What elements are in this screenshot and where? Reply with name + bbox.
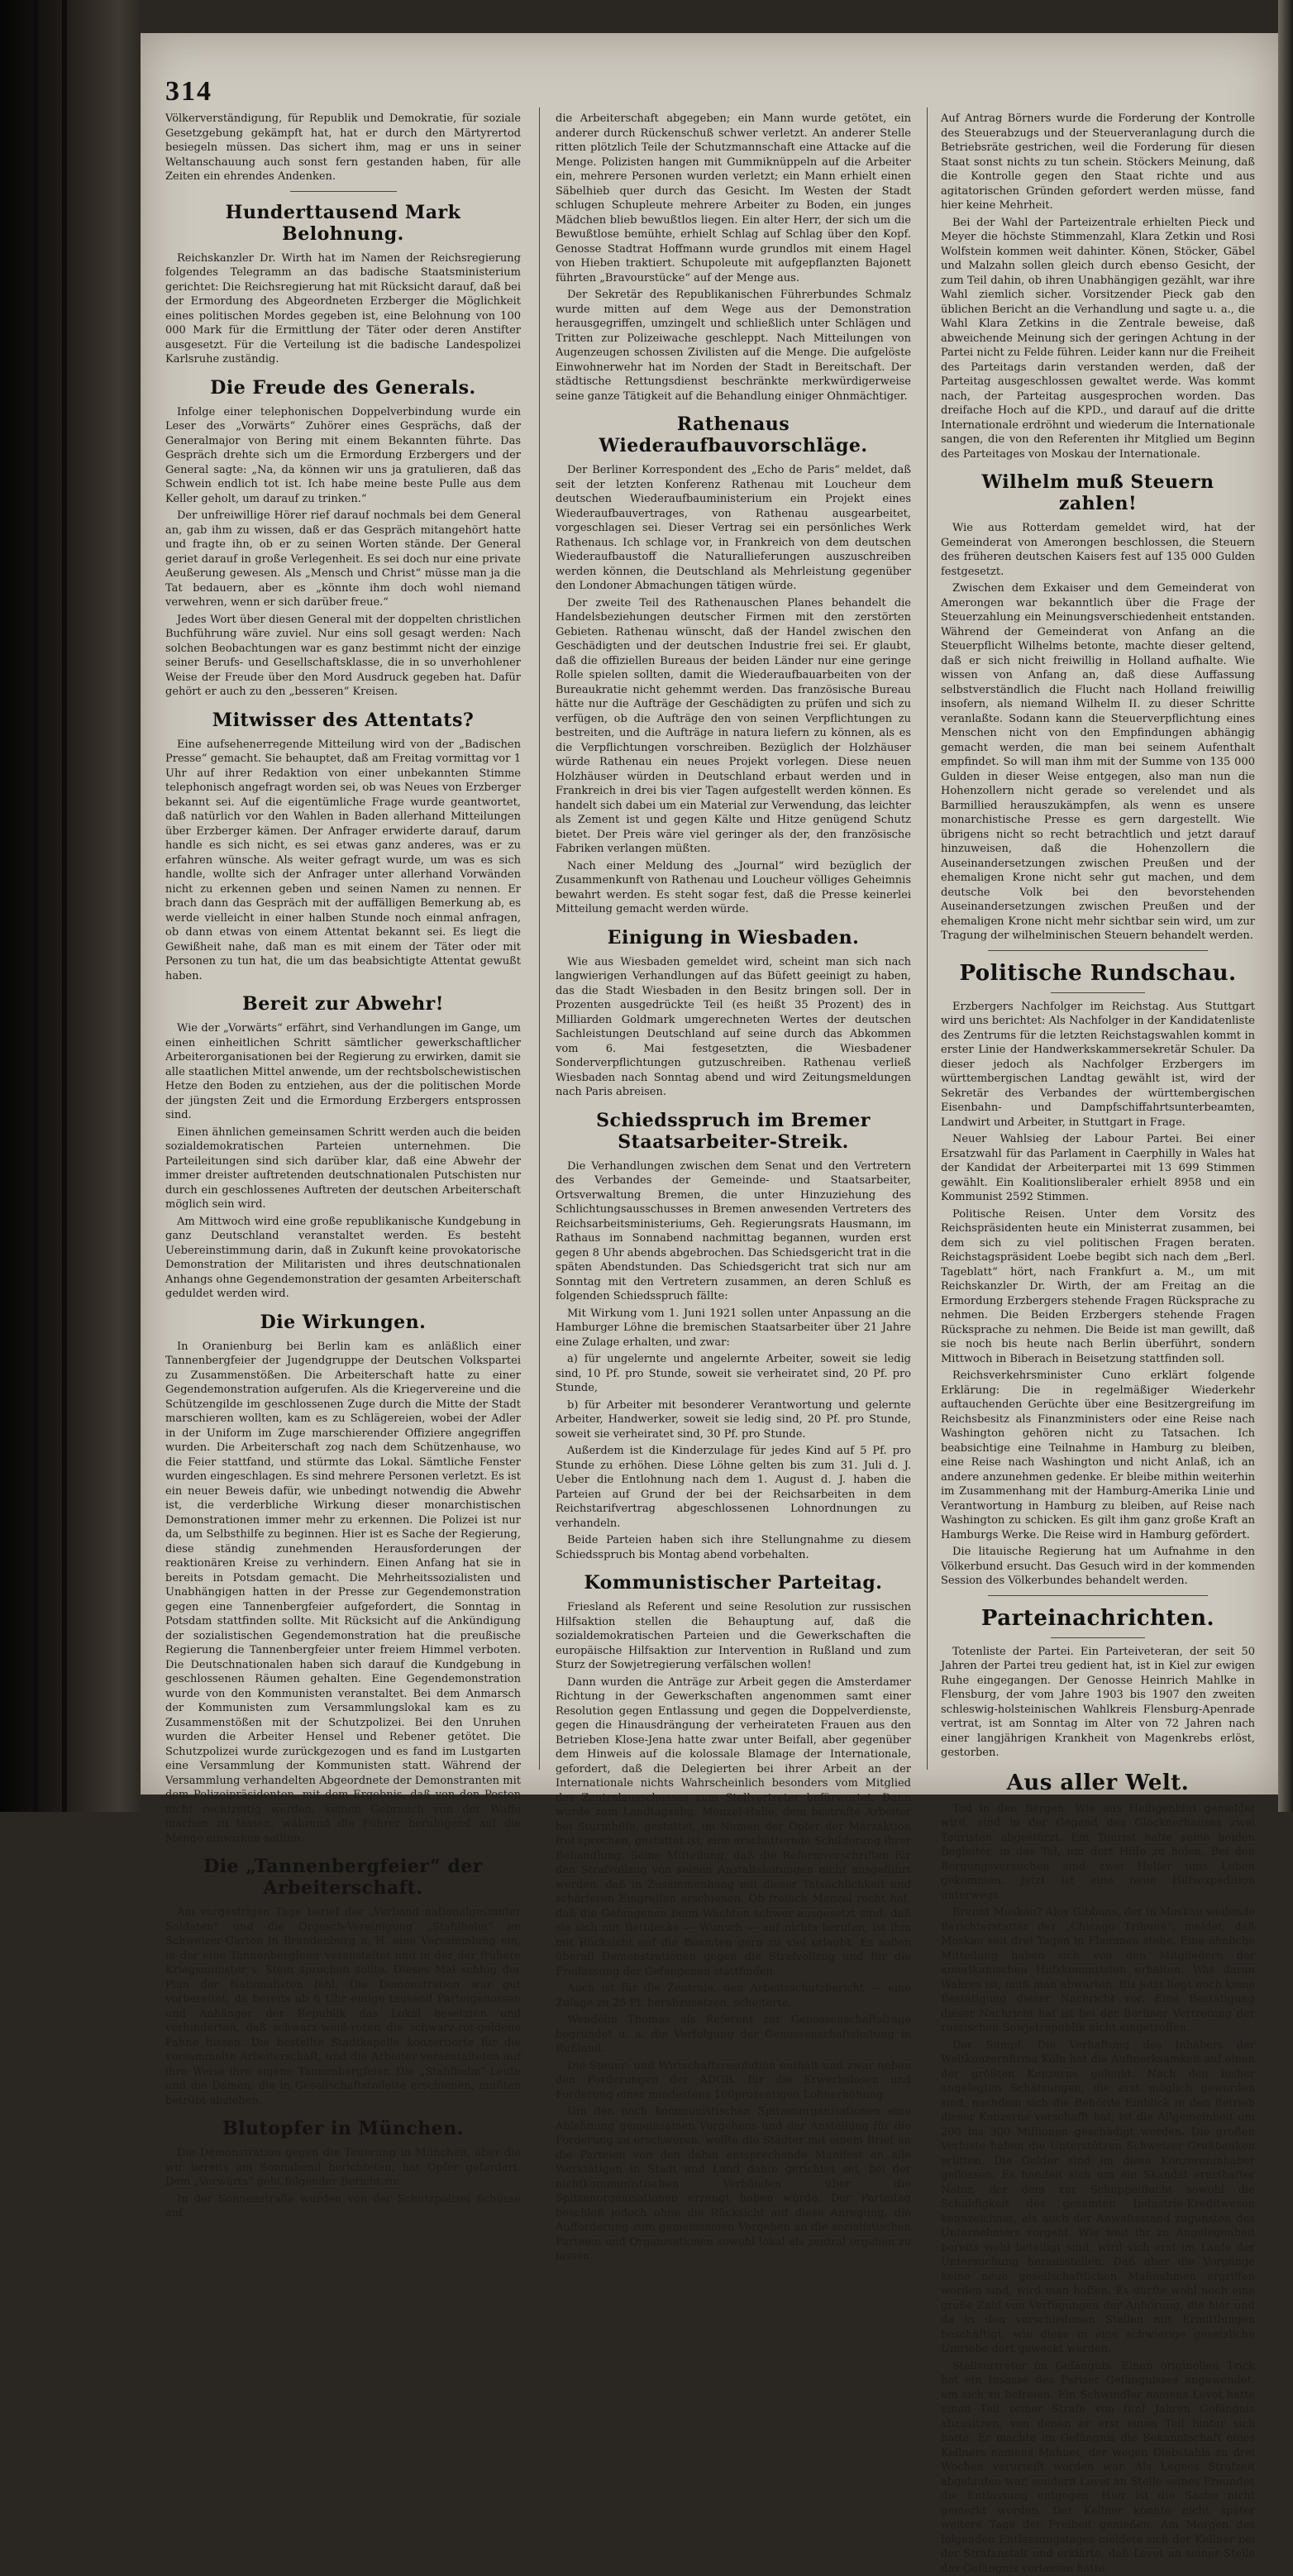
column-rule <box>927 108 928 1770</box>
article-text: Am Mittwoch wird eine große republikanische Kundgebung in ganz Deutschland veranstaltet werden. Es besteht Uebereinstimmung darin, daß in Zukunft keine provokatorische Demonstration der Militaristen und ihres deutschnationalen Anhangs ohne Gegendemonstration der gesamten Arbeiterschaft geduldet werden wird. <box>165 1215 521 1302</box>
binding-stripe <box>33 0 38 1812</box>
article-text: Der Sekretär des Republikanischen Führerbundes Schmalz wurde mitten auf dem Wege aus der Demonstration herausgegriffen, umzingelt und schließlich unter Schlägen und Tritten zur Polizeiwache geschleppt. Nach Mitteilungen von Augenzeugen schossen Zivilisten auf die Menge. Die aufgelöste Einwohnerwehr hat im Norden der Stadt in Bereitschaft. Der städtische Rettungsdienst beschränkte merkwürdigerweise seine ganze Tätigkeit auf die Behandlung einiger Ohnmächtiger. <box>556 288 911 404</box>
article-text: Auf Antrag Börners wurde die Forderung der Kontrolle des Steuerabzugs und der Steuerveranlagung durch die Betriebsräte gestrichen, weil die Forderung für diesen Staat sonst nichts zu tun schein. Stöckers Meinung, daß die Kontrolle gegen den Staat richte und aus agitatorischen Gründen gefordert werden müsse, fand hier keine Mehrheit. <box>941 112 1255 213</box>
article-headline: Blutopfer in München. <box>165 2118 521 2139</box>
article-text: Zwischen dem Exkaiser und dem Gemeinderat von Amerongen war bekanntlich über die Frage der Steuerzahlung ein Meinungsverschiedenheit entstanden. Während der Gemeinderat von Anfang an die Steuerpflicht Wilhelms betonte, machte dieser geltend, daß er sich nicht freiwillig in Holland aufhalte. Wie wissen von Anfang an, daß diese Auffassung selbstverständlich die Flucht nach Holland freiwillig insofern, als niemand Wilhelm II. zu dieser Schritte veranlaßte. Sodann kann die Steuerverpflichtung eines Menschen nicht von den Empfindungen abhängig gemacht werden, die man bei seinem Aufenthalt empfindet. So will man ihm mit der Summe von 135 000 Gulden in dieser Weise entgegen, also man nun die Hohenzollern nicht gerade so verelendet und als Barmillied herauszukämpfen, als wenn es unsere monarchistische Presse es gern dargestellt. Wie übrigens nicht so recht betrachtlich und jetzt darauf hinzuweisen, daß die Hohenzollern die Auseinandersetzungen zwischen Preußen und der ehemaligen Krone nicht sehr gut machen, und dem deutsche Volk bei den bevorstehenden Auseinandersetzungen zwischen Preußen und der ehemaligen Krone nicht mehr sichtbar sein wird, um zur Tragung der wilhelminischen Steuern behandelt werden. <box>941 581 1255 944</box>
article-text: Beide Parteien haben sich ihre Stellungnahme zu diesem Schiedsspruch bis Montag abend vorbehalten. <box>556 1533 911 1562</box>
article-text: Dann wurden die Anträge zur Arbeit gegen die Amsterdamer Richtung in der Gewerkschaften angenommen samt einer Resolution gegen Entlassung und gegen die Doppelverdienste, gegen die Hinausdrängung der verheirateten Frauen aus den Betrieben Klose-Jena hatte zwar unter Beifall, aber gegenüber dem Hinweis auf die kolossale Blamage der Internationale, gefordert, daß die Delegierten bei ihrer Arbeit an der Internationale nichts Wahrscheinlich besonders vom Mitglied des Zentralausschusses zum Stellvertreter befürwortet. Dann wurde zum Landtagsabg. Menzel-Halle, dem bestrafte Arbeiter bei Sturmhilfe, gestattet, im Namen der Opfer der Märzaktion frei sprechen, gestattet ist, eine erschütternde Schilderung ihrer Behandlung. Seine Mitteilung, daß die Reformvorschriften für den Strafvollzug von seinen Anstaltsleitungen nicht ausgeführt werden, daß in Zusammenhang mit dieser Tatsächlichkeit und schärferen Eingreifen erschienen. Ob freilich Menzel recht hat, daß die Gefangenen beim Wächten schwer ausgesetzt sind, daß sie sich mit Bettdecke — Wunsch — auf nichts berufen, ist ihm mit Rücksicht auf die Beamten gern zu viel erlaubt. Es sollen überall Demonstrationen gegen die Strafvollzug und für die Freilassung der Gefangenen stattfinden. <box>556 1675 911 1980</box>
article-text: b) für Arbeiter mit besonderer Verantwortung und gelernte Arbeiter, Handwerker, soweit sie ledig sind, 20 Pf. pro Stunde, soweit sie verheiratet sind, 30 Pf. pro Stunde. <box>556 1398 911 1442</box>
article-text: Der zweite Teil des Rathenauschen Planes behandelt die Handelsbeziehungen deutscher Firmen mit den zerstörten Gebieten. Rathenau wünscht, daß der Handel zwischen den Geschädigten und der deutschen Industrie frei sei. Er glaubt, daß die offiziellen Bureaus der beiden Länder nur eine geringe Rolle spielen sollten, damit die Wiederaufbauarbeiten von der Bureaukratie nicht gehemmt werden. Das französische Bureau hätte nur die Aufträge der Geschädigten zu prüfen und sich zu verfügen, ob die Aufträge den von seinen Verpflichtungen zu bestreiten, und die Aufträge in natura liefern zu können, als es die Verpflichtungen vorschreiben. Bezüglich der Holzhäuser würde Rathenau ein neues Projekt vorlegen. Diese neuen Holzhäuser würden in Deutschland erbaut werden und in Frankreich in drei bis vier Tagen aufgestellt werden können. Es handelt sich dabei um ein Material zur Verwendung, das leichter als Zement ist und gegen Kälte und Hitze genügend Schutz bietet. Der Preis wäre viel geringer als der, den französische Fabriken verlangen müßten. <box>556 596 911 857</box>
article-text: Reichskanzler Dr. Wirth hat im Namen der Reichsregierung folgendes Telegramm an das badische Staatsministerium gerichtet: Die Reichsregierung hat mit Rücksicht darauf, daß bei der Ermordung des Abgeordneten Erzberger die Möglichkeit eines politischen Mordes gegeben ist, eine Belohnung von 100 000 Mark für die Ermittlung der Täter oder deren Anstifter ausgesetzt. Für die Verteilung ist die badische Landespolizei Karlsruhe zuständig. <box>165 251 521 367</box>
article-text: Die Demonstration gegen die Teuerung in München, über die wir bereits am Sonnabend berichteten, hat Opfer gefordert. Dem „Vorwärts“ geht folgender Bericht zu: <box>165 2146 521 2190</box>
article-text: Wie aus Wiesbaden gemeldet wird, scheint man sich nach langwierigen Verhandlungen auf das Büfett geeinigt zu haben, das die Stadt Wiesbaden in den Besitz bringen soll. Der in Prozenten ausgedrückte Teil (es heißt 35 Prozent) des in Milliarden Goldmark umgerechneten Wertes der deutschen Sachleistungen Deutschland auf seine durch das Abkommen vom 6. Mai festgesetzten, die Wiesbadener Sonderverpflichtungen gutzuschreiben. Rathenau verließ Wiesbaden nach Sonntag abend und wird Zeitungsmeldungen nach Paris abreisen. <box>556 955 911 1100</box>
article-text: In Oranienburg bei Berlin kam es anläßlich einer Tannenbergfeier der Jugendgruppe der Deutschen Volkspartei zu Zusammenstößen. Die Arbeiterschaft hatte zu einer Gegendemonstration aufgerufen. Als die Kriegervereine und die Schützengilde im geschlossenen Zuge durch die Mitte der Stadt marschieren wollten, kam es zu Schlägereien, wobei der Adler in der Uniform im Zuge marschierender Offiziere angegriffen wurden. Die Arbeiterschaft zog nach dem Schützenhause, wo die Feier stattfand, und stürmte das Lokal. Sämtliche Fenster wurden eingeschlagen. Es sind mehrere Personen verletzt. Es ist ein neuer Beweis dafür, wie unbedingt notwendig die Abwehr ist, die verderbliche Wirkung dieser monarchistischen Demonstrationen immer mehr zu erkennen. Die Polizei ist nur da, um Selbsthilfe zu beginnen. Hier ist es Sache der Regierung, diese ständig zunehmenden Herausforderungen der reaktionären Kreise zu verhindern. Einen Anfang hat sie in bereits in Potsdam gemacht. Die Mehrheitssozialisten und Unabhängigen hatten in der Presse zur Gegendemonstration gegen eine Tannenbergfeier aufgefordert, die Sonntag in Potsdam stattfinden sollte. Mit Rücksicht auf die Ankündigung der sozialistischen Gegendemonstration hat die preußische Regierung die Tannenbergfeier unter freiem Himmel verboten. Die Deutschnationalen haben sich darauf die Kundgebung in geschlossenen Räumen gehalten. Eine Gegendemonstration wurde von den Kommunisten veranstaltet. Bei dem Anmarsch der Kommunisten zum Versammlungslokal kam es zu Zusammenstößen mit der Schutzpolizei. Bei den Unruhen wurden die Arbeiter Hensel und Rebener getötet. Die Schutzpolizei wurde zurückgezogen und es fand im Lustgarten eine Versammlung der Kommunisten statt. Während der Versammlung verhandelten Abgeordnete der Demonstranten mit dem Polizeipräsidenten, mit dem Ergebnis, daß von den Posten nicht rechtzeitig werden, keinen Gebrauch von der Waffe machen zu lassen, während die Führer beruhigend auf die Menge einwirken sollten. <box>165 1340 521 1847</box>
article-text: Wie der „Vorwärts“ erfährt, sind Verhandlungen im Gange, um einen einheitlichen Schritt sämtlicher gewerkschaftlicher Arbeiterorganisationen bei der Regierung zu erwirken, damit sie alle staatlichen Mittel anwende, um der rechtsbolschewistischen Hetze den Boden zu entziehen, aus der die politischen Morde der jüngsten Zeit und die Ermordung Erzbergers entsprossen sind. <box>165 1021 521 1123</box>
column-1 <box>165 112 521 1774</box>
article-text: Wie aus Rotterdam gemeldet wird, hat der Gemeinderat von Amerongen beschlossen, die Steuern des früheren deutschen Kaisers fest auf 135 000 Gulden festgesetzt. <box>941 521 1255 579</box>
page-number: 314 <box>165 76 212 108</box>
article-headline: Rathenaus Wiederaufbauvorschläge. <box>556 413 911 456</box>
book-binding <box>0 0 141 1812</box>
article-text: Die Verhandlungen zwischen dem Senat und den Vertretern des Verbandes der Gemeinde- und Staatsarbeiter, Ortsverwaltung Bremen, die unter Hinzuziehung des Schlichtungsausschusses in Bremen anwesenden Vertreters des Reichsarbeitsministeriums, Geh. Regierungsrats Hausmann, im Rathaus im Sonnabend nachmittag begannen, wurden erst gegen 8 Uhr abends abgebrochen. Das Schiedsgericht trat in die späten Abendstunden. Das Schiedsgericht trat sich nur am Sonntag mit den Vertretern zusammen, an deren Schluß es folgenden Schiedsspruch fällte: <box>556 1159 911 1304</box>
page-edge <box>1278 0 1293 1812</box>
section-headline: Aus aller Welt. <box>941 1771 1255 1795</box>
article-text: In der Sonnenstraße wurden von der Schutzpolizei Schüsse auf <box>165 2192 521 2221</box>
article-text: Einen ähnlichen gemeinsamen Schritt werden auch die beiden sozialdemokratischen Parteien unternehmen. Die Parteileitungen sind sich darüber klar, daß eine Abwehr der immer dreister auftretenden deutschnationalen Putschisten nur durch ein geschlossenes Auftreten der deutschen Arbeiterschaft möglich sein wird. <box>165 1126 521 1212</box>
column-2 <box>556 112 911 1774</box>
article-text: Jedes Wort über diesen General mit der doppelten christlichen Buchführung wäre zuviel. Nur eins soll gesagt werden: Nach solchen Beobachtungen war es ganz bestimmt nicht der einzige seiner Berufs- und Gesellschaftsklasse, die in so unverhohlener Weise der Freude über den Mord Ausdruck gegeben hat. Dafür gehört er auch zu den „besseren“ Kreisen. <box>165 613 521 700</box>
separator <box>290 191 397 192</box>
article-text: Am vorgestrigen Tage berief der „Verband nationalgesinnter Soldaten“ und die Orgesch-Vereinigung „Stahlhelm“ im Schweizer-Garten in Brandenburg a. H. eine Versammlung ein, in der eine Tannenbergfeier veranstaltet und in der der frühere Kriegsminister v. Stein sprechen sollte. Dieses Mal schlug der Plan der Nationalisten fehl. Die Demonstration war gut vorbereitet, da bereits ab 6 Uhr einige tausend Parteigenossen und Anhänger der Republik das Lokal besetzten und verhinderten, daß schwarz-weiß-roten die schwarz-rot-goldene Fahne hissen. Die bestellte Stadtkapelle konzertierte für die versammelte Arbeiterschaft, und die Arbeiter veranstalteten auf ihre Weise ihre eigene Tannenbergfeier. Die „Stahlhelm“-Leute und die Damen, die in Gesellschaftstoilette erschienen, mußten betrübt abziehen. <box>165 1905 521 2108</box>
article-text: Um den nach kommunistischen Spitzenorganisationen eine Ablehnung gemeinsamen Vorgehens und der Anstellung für die Forderung zu erschweren, wollte die Städter mit einem Brief an die Parteien von den dahin entsprechende Manifest an alle Werktätigen in Stadt und Land dahin gerichtet sei, bei der nichtkommunistischen Verbänden über die Spitzenorganisationen erzeugt haben würde. Der Parteitag beschloß jedoch ohne die Rücksicht auf diese Anregung, die Aufforderung zum gemeinsamen Vorgehen an die sozialistischen Parteien und Organisationen sowohl lokal als zentral ergehen zu lassen. <box>556 2105 911 2264</box>
article-headline: Mitwisser des Attentats? <box>165 710 521 731</box>
article-text: Die Steuer- und Wirtschaftsresolution enthält und zwar neben den Forderungen der ADGB. für die Erwerbslosen und Forderung einer mindestens 100prozentigen Lohnerhöhung. <box>556 2059 911 2103</box>
article-text: Totenliste der Partei. Ein Parteiveteran, der seit 50 Jahren der Partei treu gedient hat, ist in Kiel zur ewigen Ruhe eingegangen. Der Genosse Heinrich Mahlke in Flensburg, der vom Jahre 1903 bis 1907 den zweiten schleswig-holsteinischen Wahlkreis Flensburg-Apenrade vertrat, ist am Sonntag im Alter von 72 Jahren nach einer langjährigen Krankheit von Magenkrebs erlöst, gestorben. <box>941 1645 1255 1761</box>
article-text: Nach einer Meldung des „Journal“ wird bezüglich der Zusammenkunft von Rathenau und Loucheur völliges Geheimnis bewahrt werden. Es steht sogar fest, daß die Presse keinerlei Mitteilung gemacht werden würde. <box>556 859 911 917</box>
article-text: Mit Wirkung vom 1. Juni 1921 sollen unter Anpassung an die Hamburger Löhne die bremischen Staatsarbeiter über 21 Jahre eine Zulage erhalten, und zwar: <box>556 1307 911 1350</box>
section-headline: Parteinachrichten. <box>941 1606 1255 1631</box>
article-text: Tod in den Bergen. Wie aus Heiligenblut gemeldet wird, sind in der Gegend des Glocknerhauses zwei Touristen abgestürzt. Ein Tourist hatte seine beiden Begleiter, in das Tal, um dort Hilfe zu holen. Bei den Bergungsversuchen sind zwei Helfer ums Leben gekommen. Jetzt ist eine neue Hilfsexpedition unterwegs. <box>941 1802 1255 1904</box>
article-text: Friesland als Referent und seine Resolution zur russischen Hilfsaktion stellen die Behauptung auf, daß die sozialdemokratischen Parteien und die Gewerkschaften die europäische Hilfsaktion zur Intervention in Rußland und zum Sturz der Sowjetregierung verfälschen wollen! <box>556 1600 911 1673</box>
article-headline: Schiedsspruch im Bremer Staatsarbeiter-Streik. <box>556 1110 911 1153</box>
column-rule <box>539 108 540 1770</box>
article-text: Erzbergers Nachfolger im Reichstag. Aus Stuttgart wird uns berichtet: Als Nachfolger in der Kandidatenliste des Zentrums für die letzten Reichstagswahlen kommt in erster Linie der Handwerkskammersekretär Schuler. Da dieser jedoch als Nachfolger Erzbergers im württembergischen Landtag gewählt ist, wird der Sekretär des Verbandes der württembergischen Eisenbahn- und Dampfschiffahrtsunterbeamten, Landwirt und Arbeiter, in Stuttgart in Frage. <box>941 1000 1255 1130</box>
article-text: Brennt Moskau? Aloy Gibbons, der in Moskau weilende Berichterstatter der „Chicago Tribune“, meldet, daß Moskau seit drei Tagen in Flammen stehe. Eine ähnliche Mitteilung haben sich von den Mitgliedern der amerikanischen Hilfskommission erhalten. Was daran Wahres ist, muß man abwarten. Bis jetzt liegt noch keine Bestätigung dieser Nachricht vor. Eine Bestätigung dieser Nachricht hat ist bei der Berliner Vertretung der russischen Sowjetrepublik nicht eingetroffen. <box>941 1905 1255 2036</box>
article-text: Bei der Wahl der Parteizentrale erhielten Pieck und Meyer die höchste Stimmenzahl, Klara Zetkin und Rosi Wolfstein kommen weit dahinter. Könen, Stöcker, Gäbel und Malzahn sollen gleich durch ebenso Gesicht, der zum Teil dahin, ob ihren Unabhängigen gezählt, war ihre Wahl ziemlich sicher. Vorsitzender Pieck gab den üblichen Bericht an die Verhandlung und sagte u. a., die Wahl Klara Zetkins in die Zentrale beweise, daß abweichende Meinung sich der geringen Achtung in der Partei nicht zu Felde führen. Leider kann nur die Freiheit des Parteitags darin verstanden werden, daß der Parteitag ausgeschlossen gewaltet werde. Was kommt nach, der Parteitag ausgesprochen worden. Das dreifache Hoch auf die KPD., und darauf auf die dritte Internationale erdröhnt und wiederum die Internationale sangen, die von den Referenten ihr Mitglied um Beginn des Parteitages von Moskau der Internationale. <box>941 216 1255 462</box>
article-text: Wendelin Thomas als Referent zur Genossenschaftsfrage begründet u. a. die Verfolgung der Genossenschaftsleitung in Rußland. <box>556 2013 911 2057</box>
binding-stripe <box>62 0 67 1812</box>
article-text: Politische Reisen. Unter dem Vorsitz des Reichspräsidenten heute ein Ministerrat zusammen, bei dem sich zu viel politischen Fragen beraten. Reichstagspräsident Loebe begibt sich nach dem „Berl. Tageblatt“ hört, nach Frankfurt a. M., um mit Reichskanzler Dr. Wirth, der am Freitag an die Ermordung Erzbergers stehende Fragen Rücksprache zu nehmen. Die Beiden Erzbergers stehende Fragen Rücksprache zu nehmen. Die Beide ist man gewillt, daß sie noch bis heute nach Berlin überführt, sondern Mittwoch in Biberach in Beisetzung stattfinden soll. <box>941 1207 1255 1367</box>
article-headline: Bereit zur Abwehr! <box>165 993 521 1015</box>
article-headline: Wilhelm muß Steuern zahlen! <box>941 471 1255 514</box>
article-text: Der Berliner Korrespondent des „Echo de Paris“ meldet, daß seit der letzten Konferenz Rathenau mit Loucheur dem deutschen Wiederaufbauministerium ein Projekt eines Wiederaufbauvertrages, von Rathenau ausgearbeitet, vorgeschlagen sei. Dieser Vertrag sei ein persönliches Werk Rathenaus. Ich schlage vor, in Frankreich von dem deutschen Wiederaufbaustoff die Naturallieferungen auszuschreiben werden können, die Deutschland als Mehrleistung gegenüber den Londoner Abmachungen tätigen würde. <box>556 463 911 594</box>
article-headline: Die „Tannenbergfeier“ der Arbeiterschaft. <box>165 1856 521 1899</box>
separator <box>1051 1637 1145 1638</box>
article-text: Stellvertreter im Gefängnis. Einen originellen Trick hat ein Insasse des Pariser Gefängnisses angewendet, um sich zu befreien. Ein Schwindler namens Levet hatte einen Teil seiner Strafe von fünf Jahren Gefängnis abzusitzen, von denen er erst einen Teil hinter sich hatte. Er machte im Gefängnis die Bekanntschaft eines Kellners namens Mahuet, der wegen Diebstahls zu drei Wochen verurteilt worden war. Als Legees Strafzeit abgelaufen war, sondern Levet an Stelle seines Freundes die Entlassung entgegen. Hier ist die Sache nicht gemerkt worden. Der Kellner konnte nicht später weitere Tage der Freiheit genießen. Am Morgen des folgenden Entlassungstages meldete sich der Kellner bei der Strafanstalt und erklärte, daß Levet an seiner Stelle das Gefängnis verlassen hatte. <box>941 2359 1255 2576</box>
separator <box>988 1595 1208 1596</box>
article-headline: Kommunistischer Parteitag. <box>556 1572 911 1594</box>
article-headline: Die Freude des Generals. <box>165 377 521 399</box>
newspaper-page <box>141 33 1278 1795</box>
separator <box>988 950 1208 951</box>
article-text: Völkerverständigung, für Republik und Demokratie, für soziale Gesetzgebung gekämpft hat, hat er durch den Märtyrertod besiegeln müssen. Das sichert ihm, mag er uns in seiner Weltanschauung auch sonst fern gestanden haben, für alle Zeiten ein ehrendes Andenken. <box>165 112 521 184</box>
separator <box>1051 992 1145 993</box>
column-3 <box>941 112 1255 1774</box>
article-text: a) für ungelernte und angelernte Arbeiter, soweit sie ledig sind, 10 Pf. pro Stunde, soweit sie verheiratet sind, 20 Pf. pro Stunde, <box>556 1352 911 1396</box>
article-text: Auch ist für die Zentrale, den Arbeitsschutzbericht — eine Zulage zu 25 Pf. herabzusetzen, scheiterte. <box>556 1981 911 2010</box>
article-headline: Hunderttausend Mark Belohnung. <box>165 202 521 245</box>
article-text: Eine aufsehenerregende Mitteilung wird von der „Badischen Presse“ gemacht. Sie behauptet, daß am Freitag vormittag vor 1 Uhr auf ihrer Redaktion von einer unbekannten Stimme telephonisch angefragt worden sei, ob was Neues von Erzberger bekannt sei. Auf die eigentümliche Frage wurde geantwortet, daß natürlich vor den Wahlen in Baden allerhand Mitteilungen über Erzberger kämen. Der Anfrager erwiderte darauf, darum handle es sich nicht, es sei etwas ganz anderes, was er zu erfahren wünsche. Als weiter gefragt wurde, um was es sich handle, wollte sich der Anfrager unter allerhand Vorwänden nicht zu erkennen geben und seinen Namen zu nennen. Er brach dann das Gespräch mit der auffälligen Bemerkung ab, es werde vielleicht in einer halben Stunde noch einmal anfragen, ob dann etwas von einem Attentat bekannt sei. Es liegt die Gewißheit nahe, daß man es mit einem der Täter oder mit Personen zu tun hat, die um das beabsichtigte Attentat gewußt haben. <box>165 738 521 984</box>
article-headline: Die Wirkungen. <box>165 1312 521 1333</box>
article-text: Außerdem ist die Kinderzulage für jedes Kind auf 5 Pf. pro Stunde zu erhöhen. Diese Löhne gelten bis zum 31. Juli d. J. Ueber die Entlohnung nach dem 1. August d. J. haben die Parteien auf Grund der bei der Reichsarbeiten in dem Reichstarifvertrag abgeschlossenen Lohnordnungen zu verhandeln. <box>556 1444 911 1531</box>
article-text: Neuer Wahlsieg der Labour Partei. Bei einer Ersatzwahl für das Parlament in Caerphilly in Wales hat der Kandidat der Arbeiterpartei mit 13 699 Stimmen gewählt. Ein Koalitionsliberaler erhielt 8958 und ein Kommunist 2592 Stimmen. <box>941 1132 1255 1205</box>
article-text: Infolge einer telephonischen Doppelverbindung wurde ein Leser des „Vorwärts“ Zuhörer eines Gesprächs, daß der Generalmajor von Bering mit einem Bekannten führte. Das Gespräch drehte sich um die Ermordung Erzbergers und der General sagte: „Na, da können wir uns ja gratulieren, daß das Schwein endlich tot ist. Ich habe meine beste Pulle aus dem Keller geholt, um darauf zu trinken.“ <box>165 405 521 507</box>
article-text: Reichsverkehrsminister Cuno erklärt folgende Erklärung: Die in regelmäßiger Wiederkehr auftauchenden Gerüchte über eine Besitzergreifung im Reichsbesitz als Finanzministers oder eine Reise nach Washington gehören nicht zu Tatsachen. Ich beabsichtige eine Teilnahme in Hamburg zu bleiben, eine Reise nach Washington und nicht Anlaß, ich an andere anzunehmen gedenke. Er bleibe mithin weiterhin im Zusammenhang mit der Hamburg-Amerika Linie und Verantwortung in Hamburg zu bleiben, auf Reise nach Washington zu schicken. Es gilt ihm ganz große Kraft an Hamburgs Werke. Die Reise wird in Hamburg gefördert. <box>941 1369 1255 1542</box>
article-text: Die litauische Regierung hat um Aufnahme in den Völkerbund ersucht. Das Gesuch wird in der kommenden Session des Völkerbundes behandelt werden. <box>941 1545 1255 1589</box>
article-headline: Einigung in Wiesbaden. <box>556 927 911 949</box>
article-text: Der Sumpf. Die Verhaftung des Inhabers der Weltkonzernfirma Köln hat die Aufmerksamkeit auf einen der größten Konzerne gelenkt. Nach den bisher angelegten Schätzungen, die erst möglich geworden sind, nachdem sich die Behörde Einblick in den Betrieb dieser Konzerne verschafft hat, ist die Allgemeinheit um 200 bis 300 Millionen geschädigt worden. Die großen Verluste haben die Unterstützen Schweizer Großbanken erlitten. Die Gelder sind im diese Konzernninhaber geflossen. Es handelt sich um ein Skandal ernsthafter Natur, der dem zur Schuppelflucht sowohl die Schuldigkeit des gesamten Industrie-Kreditwesen kennzeichnet, als auch der Anwaltsstand zugunsten des Unternehmers vorgeht. Wie weit ihr zu Angelegenheit bereits wohl beteiligt sind, wird sich erst im Laufe der Untersuchung herausstellen. Daß aber die Vorgänge keine neue gesellschaftlichen Maßnahmen ergriffen worden sind, wird man hoffen. Es dürfte wohl noch eine große Zahl von Verfügungen der Anhörung, die hier und da in den verschiedenen Stellen mit Ermittlungen beschäftigt, wie diese in eine schwierige gesetzliche Umriebe dort geweckt werden. <box>941 2038 1255 2357</box>
article-text: Der unfreiwillige Hörer rief darauf nochmals bei dem General an, gab ihm zu wissen, daß er das Gespräch mitangehört hatte und fragte ihn, ob er zu seinen Worten stände. Der General geriet darauf in große Verlegenheit. Es sei doch nur eine private Aeußerung gewesen. Als „Mensch und Christ“ müsse man ja die Tat bedauern, aber es „könnte ihm doch wohl niemand verwehren, wenn er sich darüber freue.“ <box>165 509 521 610</box>
article-text: die Arbeiterschaft abgegeben; ein Mann wurde getötet, ein anderer durch Rückenschuß schwer verletzt. An anderer Stelle ritten plötzlich Teile der Schutzmannschaft eine Attacke auf die Menge. Polizisten hangen mit Gummiknüppeln auf die Arbeiter ein, mehrere Personen wurden verletzt; ein Mann erhielt einen Säbelhieb quer durch das Gesicht. Im Westen der Stadt schlugen Schupleute mehrere Arbeiter zu Boden, ein junges Mädchen blieb bewußtlos liegen. Ein alter Herr, der sich um die Bewußtlose bemühte, erhielt Schlag auf Schlag über den Kopf. Genosse Stadtrat Hoffmann wurde grundlos mit einem Hagel von Hieben traktiert. Schupoleute mit aufgepflanzten Bajonett führten „Bravourstücke“ auf der Menge aus. <box>556 112 911 285</box>
section-headline: Politische Rundschau. <box>941 961 1255 986</box>
